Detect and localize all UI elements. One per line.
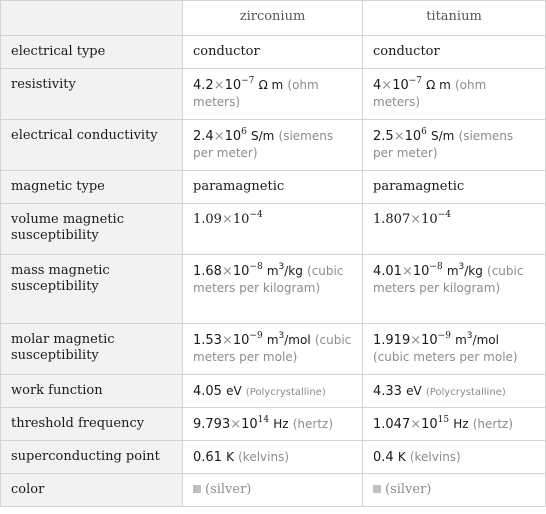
unit-base: m	[266, 264, 279, 278]
power-base: 10	[392, 78, 409, 93]
unit-base: m	[266, 333, 279, 347]
times-sign: ×	[410, 212, 422, 227]
value-exponent: −7	[408, 75, 423, 86]
zirconium-molar-magnetic-susceptibility	[183, 324, 363, 375]
unit-description: (cubic meters per mole)	[193, 333, 352, 364]
zirconium-electrical-type: conductor	[183, 36, 363, 69]
value-mantissa: 4.01	[373, 264, 402, 279]
power-base: 10	[232, 212, 250, 227]
unit-description: (hertz)	[472, 417, 514, 431]
value-mantissa: 1.807	[373, 212, 411, 227]
color-swatch	[373, 485, 381, 493]
times-sign: ×	[213, 129, 225, 144]
row-label-color: color	[1, 474, 183, 507]
titanium-color	[363, 474, 546, 507]
value: 4.33	[373, 384, 402, 399]
unit: Hz	[453, 417, 469, 431]
titanium-molar-magnetic-susceptibility	[363, 324, 546, 375]
unit-description: (ohm meters)	[193, 78, 319, 109]
value-exponent: −4	[249, 209, 263, 220]
value-exponent: 15	[437, 414, 450, 425]
power-base: 10	[412, 264, 430, 279]
unit: Ω m	[426, 78, 451, 92]
zirconium-color	[183, 474, 363, 507]
times-sign: ×	[230, 417, 242, 432]
unit: Hz	[273, 417, 289, 431]
unit-tail: /kg	[284, 264, 303, 278]
titanium-electrical-type: conductor	[363, 36, 546, 69]
color-name: (silver)	[205, 482, 252, 497]
row-label-electrical-type: electrical type	[1, 36, 183, 69]
times-sign: ×	[393, 129, 405, 144]
unit-tail: /mol	[472, 333, 499, 347]
table-row	[1, 120, 546, 171]
unit-description: (Polycrystalline)	[245, 387, 326, 398]
unit-description: (Polycrystalline)	[425, 387, 506, 398]
table-row	[1, 36, 546, 69]
value-mantissa: 1.919	[373, 333, 411, 348]
value-mantissa: 4.2	[193, 78, 214, 93]
titanium-mass-magnetic-susceptibility	[363, 255, 546, 324]
unit-exponent: 3	[278, 331, 285, 341]
value-exponent: −9	[437, 330, 451, 341]
times-sign: ×	[410, 333, 422, 348]
value-mantissa: 1.09	[193, 212, 222, 227]
table-row	[1, 408, 546, 441]
zirconium-electrical-conductivity	[183, 120, 363, 171]
power-base: 10	[421, 417, 438, 432]
row-label-mass-magnetic-susceptibility: mass magnetic susceptibility	[1, 255, 183, 324]
unit: eV	[406, 384, 422, 398]
power-base: 10	[232, 264, 250, 279]
color-name: (silver)	[385, 482, 432, 497]
times-sign: ×	[221, 333, 233, 348]
zirconium-superconducting-point	[183, 441, 363, 474]
table-row	[1, 171, 546, 204]
titanium-volume-magnetic-susceptibility	[363, 204, 546, 255]
unit	[447, 264, 483, 278]
table-row	[1, 324, 546, 375]
unit-description: (cubic meters per mole)	[373, 350, 518, 364]
unit: S/m	[431, 129, 455, 143]
unit-exponent: 3	[278, 262, 285, 272]
value-mantissa: 2.4	[193, 129, 214, 144]
value-mantissa: 1.68	[193, 264, 222, 279]
table-row	[1, 255, 546, 324]
unit-description: (kelvins)	[409, 450, 461, 464]
column-header-zirconium: zirconium	[183, 1, 363, 36]
value-exponent: −4	[437, 209, 451, 220]
table-row	[1, 474, 546, 507]
unit	[455, 333, 499, 347]
times-sign: ×	[221, 212, 233, 227]
zirconium-mass-magnetic-susceptibility	[183, 255, 363, 324]
power-base: 10	[224, 129, 242, 144]
titanium-superconducting-point	[363, 441, 546, 474]
value: 0.61	[193, 450, 222, 465]
unit-base: m	[446, 264, 459, 278]
zirconium-volume-magnetic-susceptibility	[183, 204, 363, 255]
times-sign: ×	[401, 264, 413, 279]
unit-description: (kelvins)	[238, 450, 290, 464]
unit-exponent: 3	[458, 262, 465, 272]
value-exponent: −9	[249, 330, 263, 341]
zirconium-work-function	[183, 375, 363, 408]
value-mantissa: 4	[373, 78, 382, 93]
corner-cell	[1, 1, 183, 36]
column-header-titanium: titanium	[363, 1, 546, 36]
value-mantissa: 2.5	[373, 129, 394, 144]
power-base: 10	[232, 333, 250, 348]
value-exponent: −8	[249, 261, 263, 272]
unit: Ω m	[258, 78, 284, 92]
value-exponent: 14	[257, 414, 270, 425]
value: 0.4	[373, 450, 394, 465]
value-mantissa: 1.047	[373, 417, 411, 432]
table-row	[1, 375, 546, 408]
power-base: 10	[224, 78, 242, 93]
value-exponent: 6	[241, 126, 247, 137]
titanium-work-function	[363, 375, 546, 408]
value-mantissa: 9.793	[193, 417, 231, 432]
row-label-threshold-frequency: threshold frequency	[1, 408, 183, 441]
value-exponent: 6	[421, 126, 427, 137]
power-base: 10	[421, 333, 438, 348]
zirconium-magnetic-type: paramagnetic	[183, 171, 363, 204]
titanium-resistivity	[363, 69, 546, 120]
times-sign: ×	[213, 78, 225, 93]
row-label-superconducting-point: superconducting point	[1, 441, 183, 474]
titanium-electrical-conductivity	[363, 120, 546, 171]
color-swatch	[193, 485, 201, 493]
unit	[267, 264, 303, 278]
unit: K	[226, 450, 234, 464]
zirconium-resistivity	[183, 69, 363, 120]
row-label-resistivity: resistivity	[1, 69, 183, 120]
unit-description: (cubic meters per kilogram)	[193, 264, 344, 295]
table-row	[1, 69, 546, 120]
value: 4.05	[193, 384, 222, 399]
unit-exponent: 3	[466, 331, 473, 341]
power-base: 10	[241, 417, 258, 432]
unit-tail: /kg	[464, 264, 483, 278]
table-row	[1, 441, 546, 474]
unit-description: (siemens per meter)	[373, 129, 514, 160]
times-sign: ×	[410, 417, 422, 432]
unit-description: (hertz)	[292, 417, 334, 431]
unit: eV	[226, 384, 242, 398]
titanium-magnetic-type: paramagnetic	[363, 171, 546, 204]
unit-description: (siemens per meter)	[193, 129, 334, 160]
row-label-electrical-conductivity: electrical conductivity	[1, 120, 183, 171]
unit	[267, 333, 311, 347]
unit: K	[397, 450, 406, 464]
times-sign: ×	[381, 78, 393, 93]
unit-description: (cubic meters per kilogram)	[373, 264, 524, 295]
value-exponent: −8	[429, 261, 443, 272]
titanium-threshold-frequency	[363, 408, 546, 441]
row-label-magnetic-type: magnetic type	[1, 171, 183, 204]
unit: S/m	[251, 129, 275, 143]
power-base: 10	[404, 129, 422, 144]
row-label-molar-magnetic-susceptibility: molar magnetic susceptibility	[1, 324, 183, 375]
header-row	[1, 1, 546, 36]
power-base: 10	[421, 212, 438, 227]
unit-base: m	[455, 333, 467, 347]
unit-tail: /mol	[284, 333, 311, 347]
row-label-volume-magnetic-susceptibility: volume magnetic susceptibility	[1, 204, 183, 255]
value-exponent: −7	[241, 75, 255, 86]
unit-description: (ohm meters)	[373, 78, 487, 109]
zirconium-threshold-frequency	[183, 408, 363, 441]
table-row	[1, 204, 546, 255]
value-mantissa: 1.53	[193, 333, 222, 348]
row-label-work-function: work function	[1, 375, 183, 408]
times-sign: ×	[221, 264, 233, 279]
